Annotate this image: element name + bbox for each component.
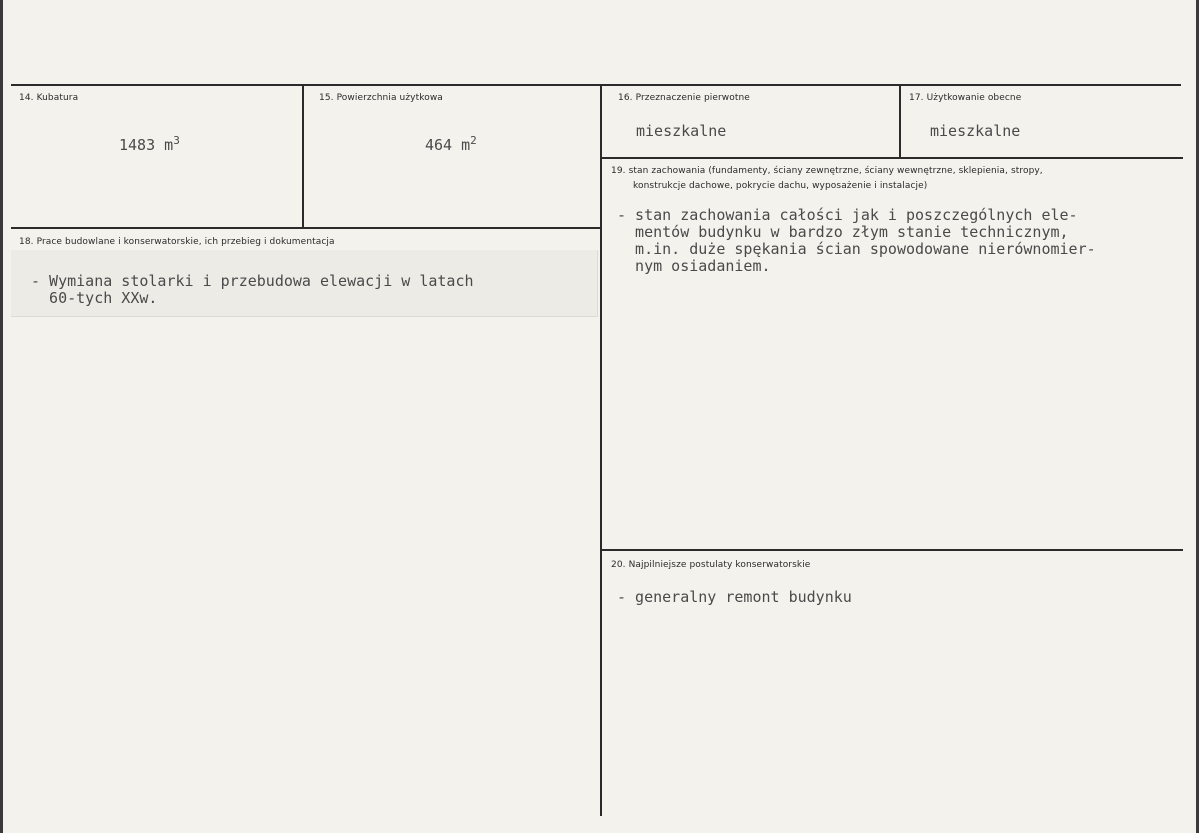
field-19-line-3: m.in. duże spękania ścian spowodowane nierównomier-	[617, 240, 1096, 258]
field-15-label: 15. Powierzchnia użytkowa	[319, 93, 443, 103]
field-20-label: 20. Najpilniejsze postulaty konserwatorskie	[611, 560, 811, 570]
divider-14-15	[302, 86, 304, 228]
field-19-line-2: mentów budynku w bardzo złym stanie technicznym,	[617, 223, 1069, 241]
field-17-label: 17. Użytkowanie obecne	[909, 93, 1022, 103]
rule-under-19	[601, 549, 1183, 551]
rule-under-14-15	[11, 227, 601, 229]
field-18-label: 18. Prace budowlane i konserwatorskie, ich przebieg i dokumentacja	[19, 237, 335, 247]
field-17-value: mieszkalne	[930, 122, 1021, 140]
field-19-label-line-2: konstrukcje dachowe, pokrycie dachu, wyposażenie i instalacje)	[633, 181, 928, 191]
field-16-value: mieszkalne	[636, 122, 727, 140]
divider-16-17	[899, 86, 901, 158]
field-14-label: 14. Kubatura	[19, 93, 79, 103]
field-19-label-line-1: 19. stan zachowania (fundamenty, ściany zewnętrzne, ściany wewnętrzne, sklepienia, stropy,	[611, 166, 1043, 176]
field-19-line-1: - stan zachowania całości jak i poszczególnych ele-	[617, 206, 1078, 224]
field-19-line-4: nym osiadaniem.	[617, 257, 771, 275]
field-16-label: 16. Przeznaczenie pierwotne	[618, 93, 750, 103]
field-15-value: 464 $m^2$	[425, 134, 477, 154]
field-14-value: 1483 $m^3$	[119, 134, 180, 154]
rule-under-16-17	[601, 157, 1183, 159]
top-rule	[11, 84, 1181, 86]
field-20-line-1: - generalny remont budynku	[617, 588, 852, 606]
field-18-line-1: - Wymiana stolarki i przebudowa elewacji w latach	[31, 272, 474, 290]
field-18-line-2: 60-tych XXw.	[31, 289, 158, 307]
divider-center	[600, 86, 602, 816]
